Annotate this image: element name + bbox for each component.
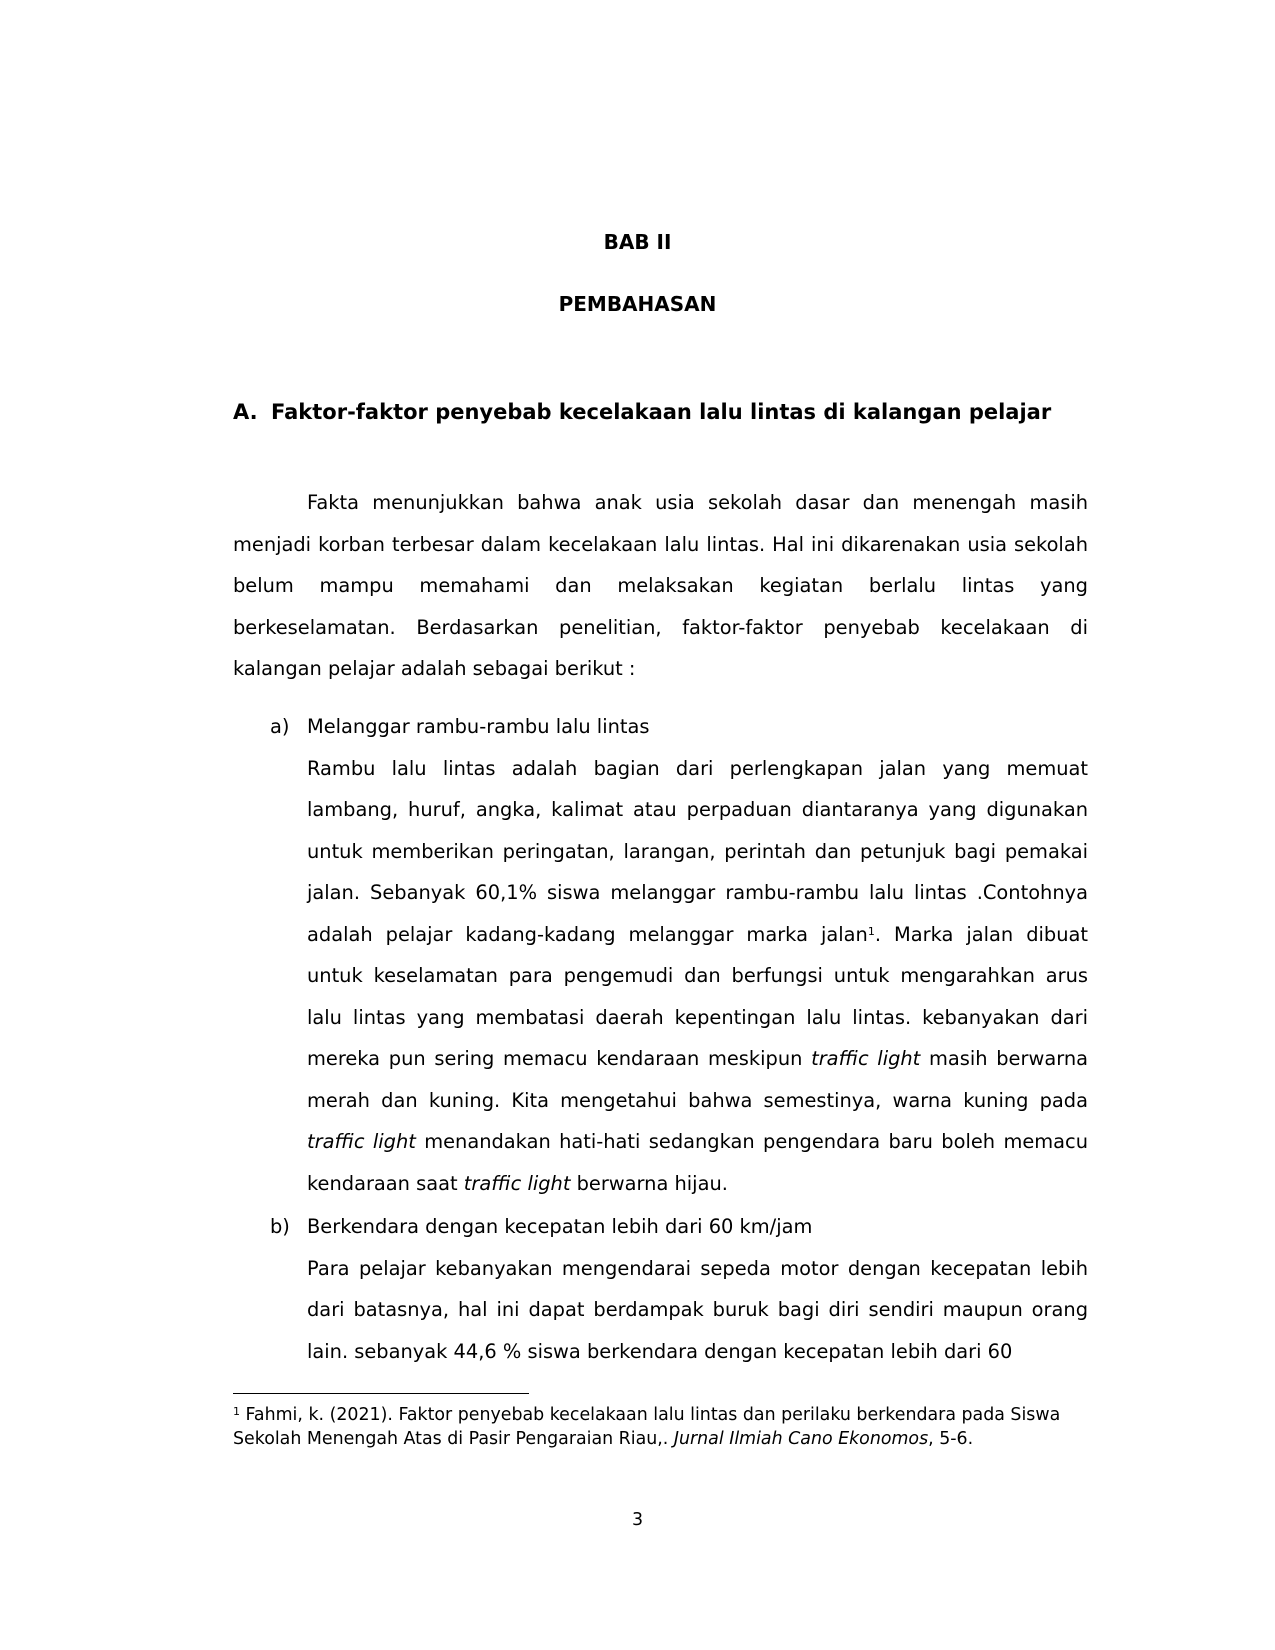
footnote-journal: Jurnal Ilmiah Cano Ekonomos <box>673 1429 929 1449</box>
footnote-separator <box>233 1393 529 1394</box>
chapter-title: PEMBAHASAN <box>558 292 717 316</box>
italic-term: traffic light <box>811 1047 921 1070</box>
section-heading <box>233 398 1113 426</box>
italic-term: traffic light <box>463 1171 571 1195</box>
section-marker: A. <box>233 400 258 424</box>
footnote-text: Fahmi, k. (2021). Faktor penyebab kecelakaan lalu lintas dan perilaku berkendara pada Siswa Sekolah Menengah Atas di Pasir Pengaraian Riau,. <box>233 1405 1061 1449</box>
list-item-body: Para pelajar kebanyakan mengendarai sepeda motor dengan kecepatan lebih dari batasnya, hal ini dapat berdampak buruk bagi diri sendiri maupun orang lain. sebanyak 44,6 % siswa berkendara dengan kecepatan lebih dari 60 <box>307 1256 1088 1363</box>
list-item-marker: a) <box>270 715 290 738</box>
body-text: masih berwarna merah dan kuning. Kita mengetahui bahwa semestinya, warna kuning pada <box>307 1047 1089 1112</box>
list-item-title: Melanggar rambu-rambu lalu lintas <box>307 715 650 738</box>
footnote-pages: , 5-6. <box>928 1429 974 1449</box>
footnote-number: 1 <box>233 1405 240 1418</box>
body-text: menandakan hati-hati sedangkan pengendara baru boleh memacu kendaraan saat <box>307 1130 1088 1195</box>
page-number: 3 <box>631 1510 644 1530</box>
list-item <box>233 1206 1088 1372</box>
list-item <box>233 706 1088 1204</box>
body-text: . Marka jalan dibuat untuk keselamatan para pengemudi dan berfungsi untuk mengarahkan arus lalu lintas yang membatasi daerah kepentingan lalu lintas. kebanyakan dari mereka pun sering memacu kendaraan meskipun <box>307 922 1089 1070</box>
body-text: Rambu lalu lintas adalah bagian dari perlengkapan jalan yang memuat lambang, huruf, angka, kalimat atau perpaduan diantaranya yang digunakan untuk memberikan peringatan, larangan, perintah dan petunjuk bagi pemakai jalan. Sebanyak 60,1% siswa melanggar rambu-rambu lalu lintas .Contohnya adalah pelajar kadang-kadang melanggar marka jalan <box>307 756 1088 946</box>
chapter-number: BAB II <box>603 230 672 254</box>
intro-paragraph: Fakta menunjukkan bahwa anak usia sekolah dasar dan menengah masih menjadi korban terbesar dalam kecelakaan lalu lintas. Hal ini dikarenakan usia sekolah belum mampu memahami dan melaksakan kegiatan berlalu lintas yang berkeselamatan. Berdasarkan penelitian, faktor-faktor penyebab kecelakaan di kalangan pelajar adalah sebagai berikut : <box>233 491 1088 680</box>
body-text: berwarna hijau. <box>570 1171 728 1195</box>
list-item-title: Berkendara dengan kecepatan lebih dari 60 km/jam <box>307 1215 813 1238</box>
section-title: Faktor-faktor penyebab kecelakaan lalu lintas di kalangan pelajar <box>271 400 1052 424</box>
footnote <box>233 1403 1113 1451</box>
list-item-body <box>307 748 1088 1205</box>
footnote-reference: 1 <box>867 924 875 938</box>
cause-list <box>233 706 1088 1372</box>
list-item-marker: b) <box>270 1215 290 1238</box>
italic-term: traffic light <box>307 1130 416 1153</box>
